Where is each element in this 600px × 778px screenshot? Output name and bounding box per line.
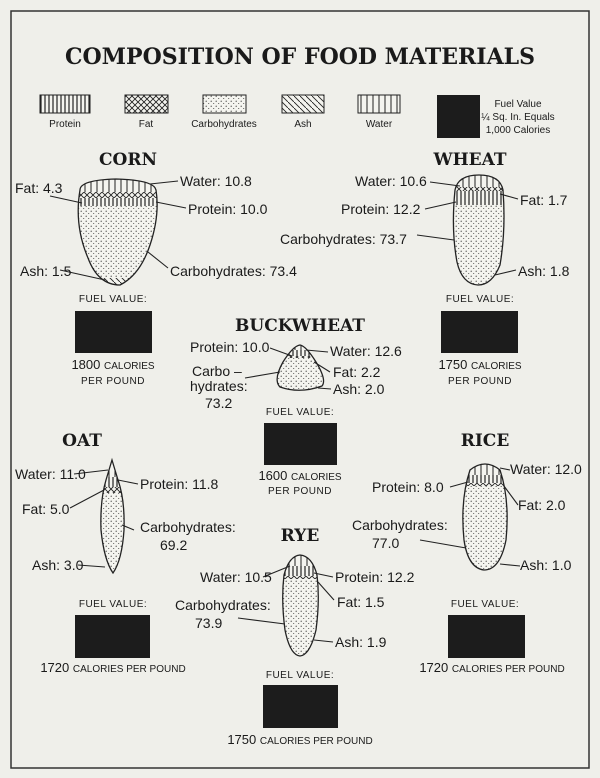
oat-fat-label: Fat: 5.0 bbox=[22, 501, 70, 517]
grain-name: RICE bbox=[460, 431, 510, 451]
rye-calories: 1750 CALORIES PER POUND bbox=[227, 732, 373, 747]
rye-fat-label: Fat: 1.5 bbox=[337, 594, 385, 610]
rye-water-label: Water: 10.5 bbox=[200, 569, 272, 585]
oat-carbohydrates-value: 69.2 bbox=[160, 537, 188, 553]
water-swatch bbox=[358, 95, 400, 113]
fuel-value-label: FUEL VALUE: bbox=[78, 294, 148, 305]
rice-fat-label: Fat: 2.0 bbox=[518, 497, 566, 513]
buckwheat-ash-label: Ash: 2.0 bbox=[333, 381, 385, 397]
grain-rye bbox=[175, 526, 415, 747]
rice-water-label: Water: 12.0 bbox=[510, 461, 582, 477]
buckwheat-per-pound: PER POUND bbox=[268, 486, 332, 497]
legend bbox=[40, 95, 555, 138]
protein-swatch bbox=[40, 95, 90, 113]
legend-label-water: Water bbox=[365, 119, 393, 130]
oat-calories: 1720 CALORIES PER POUND bbox=[40, 660, 186, 675]
grain-name: BUCKWHEAT bbox=[235, 316, 365, 336]
corn-kernel-icon bbox=[70, 175, 165, 290]
legend-label-carbohydrates: Carbohydrates bbox=[191, 119, 257, 130]
rye-ash-label: Ash: 1.9 bbox=[335, 634, 387, 650]
fuel-value-label: FUEL VALUE: bbox=[445, 294, 515, 305]
wheat-protein-label: Protein: 12.2 bbox=[341, 201, 421, 217]
grain-name: RYE bbox=[280, 526, 320, 546]
rye-fuel-value-bar bbox=[263, 685, 338, 728]
grain-name: CORN bbox=[98, 150, 158, 170]
fuel-value-label: FUEL VALUE: bbox=[78, 599, 148, 610]
fat-swatch bbox=[125, 95, 168, 113]
buckwheat-fuel-value-bar bbox=[264, 423, 337, 465]
fuel-key-line-1: Fuel Value bbox=[494, 99, 542, 110]
wheat-calories: 1750 CALORIES bbox=[438, 357, 522, 372]
rice-carbohydrates-label: Carbohydrates: bbox=[352, 517, 448, 533]
fuel-value-label: FUEL VALUE: bbox=[450, 599, 520, 610]
fuel-value-label: FUEL VALUE: bbox=[265, 670, 335, 681]
corn-carbohydrates-label: Carbohydrates: 73.4 bbox=[170, 263, 297, 279]
rye-carbohydrates-value: 73.9 bbox=[195, 615, 223, 631]
legend-label-protein: Protein bbox=[49, 119, 81, 130]
buckwheat-protein-label: Protein: 10.0 bbox=[190, 339, 270, 355]
buckwheat-carbohydrates-value: 73.2 bbox=[205, 395, 233, 411]
corn-protein-label: Protein: 10.0 bbox=[188, 201, 268, 217]
rice-protein-label: Protein: 8.0 bbox=[372, 479, 444, 495]
rye-grain-icon bbox=[278, 550, 323, 660]
rice-calories: 1720 CALORIES PER POUND bbox=[419, 660, 565, 675]
wheat-carbohydrates-label: Carbohydrates: 73.7 bbox=[280, 231, 407, 247]
wheat-fuel-value-bar bbox=[441, 311, 518, 353]
buckwheat-carbohydrates-label-1: Carbo – bbox=[192, 363, 242, 379]
corn-per-pound: PER POUND bbox=[81, 376, 145, 387]
legend-label-fat: Fat bbox=[138, 119, 154, 130]
corn-water-label: Water: 10.8 bbox=[180, 173, 252, 189]
corn-fat-label: Fat: 4.3 bbox=[15, 180, 63, 196]
legend-label-ash: Ash bbox=[294, 119, 312, 130]
oat-fuel-value-bar bbox=[75, 615, 150, 658]
wheat-fat-label: Fat: 1.7 bbox=[520, 192, 568, 208]
grain-buckwheat bbox=[190, 316, 402, 497]
grain-rice bbox=[352, 431, 582, 675]
rice-grain-icon bbox=[458, 455, 513, 575]
grain-name: WHEAT bbox=[433, 150, 507, 170]
grain-name: OAT bbox=[62, 431, 102, 451]
fuel-key-line-2: ¼ Sq. In. Equals bbox=[481, 112, 555, 123]
corn-ash-label: Ash: 1.5 bbox=[20, 263, 72, 279]
fuel-value-key-square bbox=[437, 95, 480, 138]
corn-fuel-value-bar bbox=[75, 311, 152, 353]
buckwheat-calories: 1600 CALORIES bbox=[258, 468, 342, 483]
ash-swatch bbox=[282, 95, 324, 113]
buckwheat-fat-label: Fat: 2.2 bbox=[333, 364, 381, 380]
rye-carbohydrates-label: Carbohydrates: bbox=[175, 597, 271, 613]
corn-calories: 1800 CALORIES bbox=[71, 357, 155, 372]
oat-ash-label: Ash: 3.0 bbox=[32, 557, 84, 573]
wheat-water-label: Water: 10.6 bbox=[355, 173, 427, 189]
oat-carbohydrates-label: Carbohydrates: bbox=[140, 519, 236, 535]
grain-oat bbox=[15, 431, 236, 675]
buckwheat-water-label: Water: 12.6 bbox=[330, 343, 402, 359]
rye-protein-label: Protein: 12.2 bbox=[335, 569, 415, 585]
fuel-value-label: FUEL VALUE: bbox=[265, 407, 335, 418]
page-title: COMPOSITION OF FOOD MATERIALS bbox=[65, 44, 535, 70]
rice-fuel-value-bar bbox=[448, 615, 525, 658]
oat-water-label: Water: 11.0 bbox=[15, 466, 86, 482]
wheat-per-pound: PER POUND bbox=[448, 376, 512, 387]
carbohydrates-swatch bbox=[203, 95, 246, 113]
rice-ash-label: Ash: 1.0 bbox=[520, 557, 572, 573]
fuel-key-line-3: 1,000 Calories bbox=[485, 125, 551, 136]
wheat-ash-label: Ash: 1.8 bbox=[518, 263, 570, 279]
buckwheat-carbohydrates-label-2: hydrates: bbox=[190, 378, 248, 394]
rice-carbohydrates-value: 77.0 bbox=[372, 535, 400, 551]
oat-protein-label: Protein: 11.8 bbox=[140, 476, 219, 492]
